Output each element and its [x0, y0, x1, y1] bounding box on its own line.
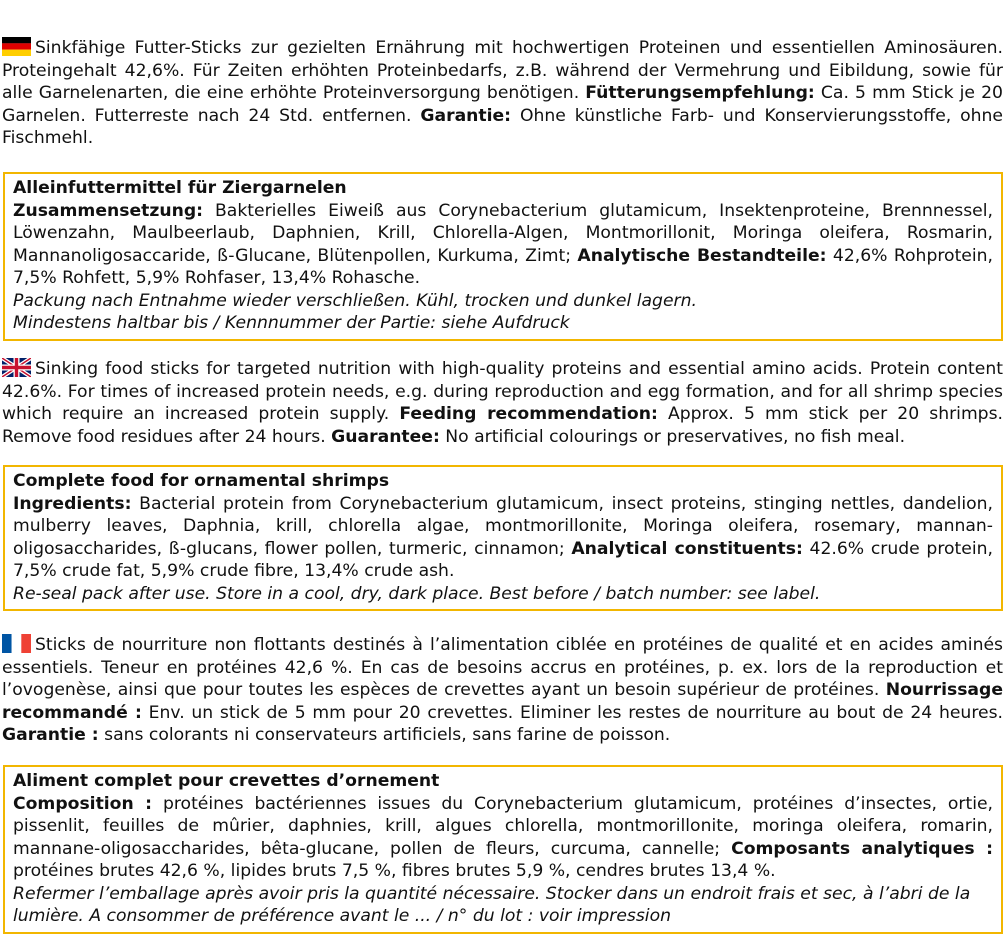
fr-feeding-label: Nourrissage recommandé :	[2, 680, 1003, 723]
en-description	[2, 358, 1003, 448]
french-flag-icon	[2, 634, 31, 653]
fr-description	[2, 634, 1003, 747]
fr-box-title: Aliment complet pour crevettes d’ornement	[13, 771, 440, 791]
de-box-body	[13, 200, 993, 290]
en-note-1: Re-seal pack after use. Store in a cool, dry, dark place. Best before / batch number: see label.	[13, 583, 821, 604]
de-guarantee-text: Ohne künstliche Farb- und Konservierungsstoffe, ohne Fischmehl.	[2, 105, 1003, 148]
fr-analytic-label: Composants analytiques :	[731, 838, 993, 859]
fr-analytic-text: protéines brutes 42,6 %, lipides bruts 7,5 %, fibres brutes 5,9 %, cendres brutes 13,4 %.	[13, 861, 776, 881]
en-ingredients-label: Ingredients:	[13, 493, 132, 514]
en-feeding-label: Feeding recommendation:	[399, 404, 658, 424]
de-composition-text: Bakterielles Eiweiß aus Corynebacterium glutamicum, Insektenproteine, Brennnessel, Löwenzahn, Maulbeerlaub, Daphnien, Krill, Chlorella-Algen, Montmorillonit, Moringa oleifera, Rosmarin, Mannanoligosaccaride, ß-Glucane, Blütenpollen, Kurkuma, Zimt;	[13, 200, 993, 266]
en-analytic-text: 42.6% crude protein, 7,5% crude fat, 5,9% crude fibre, 13,4% crude ash.	[13, 538, 993, 581]
en-box-body	[13, 493, 993, 583]
en-feeding-text: Approx. 5 mm stick per 20 shrimps. Remove food residues after 24 hours.	[2, 404, 1004, 447]
de-composition-label: Zusammensetzung:	[13, 200, 203, 221]
fr-intro: Sticks de nourriture non flottants destinés à l’alimentation ciblée en protéines de qualité et en acides aminés essentiels. Teneur en protéines 42,6 %. En cas de besoins accrus en protéines, p. ex. lors de la reproduction et l’ovogenèse, ainsi que pour toutes les espèces de crevettes ayant un besoin supérieur de protéines.	[2, 635, 1003, 700]
de-feeding-label: Fütterungsempfehlung:	[585, 83, 815, 103]
fr-box-body	[13, 793, 993, 883]
uk-flag-icon	[2, 358, 31, 377]
de-analytic-label: Analytische Bestandteile:	[577, 245, 827, 266]
de-note-1: Packung nach Entnahme wieder verschließen. Kühl, trocken und dunkel lagern.	[13, 290, 697, 311]
fr-composition-text: protéines bactériennes issues du Corynebacterium glutamicum, protéines d’insectes, ortie, pissenlit, feuilles de mûrier, daphnies, krill, algues chlorella, montmorillonite, moringa oleifera, romarin, mannane-oligosaccharides, bêta-glucane, pollen de fleurs, curcuma, cannelle;	[13, 793, 994, 859]
fr-feeding-text: Env. un stick de 5 mm pour 20 crevettes. Eliminer les restes de nourriture au bout de 24 heures.	[148, 702, 1003, 723]
en-product-box	[3, 465, 1003, 611]
fr-note-1: Refermer l’emballage après avoir pris la quantité nécessaire. Stocker dans un endroit frais et sec, à l’abri de la lumière. A consommer de préférence avant le ... / n° du lot : voir impression	[13, 883, 971, 926]
de-box-title: Alleinfuttermittel für Ziergarnelen	[13, 178, 347, 198]
fr-guarantee-label: Garantie :	[2, 725, 99, 745]
de-description	[2, 37, 1003, 150]
de-note-2: Mindestens haltbar bis / Kennnummer der Partie: siehe Aufdruck	[13, 313, 570, 333]
en-intro: Sinking food sticks for targeted nutrition with high-quality proteins and essential amino acids. Protein content 42.6%. For times of increased protein needs, e.g. during reproduction and egg formation, and for all shrimp species which require an increased protein supply.	[2, 359, 1003, 424]
german-flag-icon	[2, 37, 31, 56]
en-analytic-label: Analytical constituents:	[571, 538, 803, 559]
en-ingredients-text: Bacterial protein from Corynebacterium glutamicum, insect proteins, stinging nettles, dandelion, mulberry leaves, Daphnia, krill, chlorella algae, montmorillonite, Moringa oleifera, rosemary, mannan-oligosaccharides, ß-glucans, flower pollen, turmeric, cinnamon;	[13, 493, 993, 559]
fr-composition-label: Composition :	[13, 793, 153, 814]
fr-product-box	[3, 765, 1003, 934]
de-analytic-text: 42,6% Rohprotein, 7,5% Rohfett, 5,9% Rohfaser, 13,4% Rohasche.	[13, 245, 994, 288]
en-guarantee-text: No artificial colourings or preservatives, no fish meal.	[445, 426, 906, 447]
en-guarantee-label: Guarantee:	[331, 426, 440, 447]
fr-guarantee-text: sans colorants ni conservateurs artificiels, sans farine de poisson.	[104, 725, 671, 745]
de-product-box	[3, 172, 1003, 341]
en-box-title: Complete food for ornamental shrimps	[13, 471, 390, 491]
de-feeding-text: Ca. 5 mm Stick je 20 Garnelen. Futterreste nach 24 Std. entfernen.	[2, 83, 1003, 126]
de-guarantee-label: Garantie:	[420, 105, 512, 126]
de-intro: Sinkfähige Futter-Sticks zur gezielten Ernährung mit hochwertigen Proteinen und essentiellen Aminosäuren. Proteingehalt 42,6%. Für Zeiten erhöhten Proteinbedarfs, z.B. während der Vermehrung und Eibildung, sowie für alle Garnelenarten, die eine erhöhte Proteinversorgung benötigen.	[2, 38, 1003, 103]
